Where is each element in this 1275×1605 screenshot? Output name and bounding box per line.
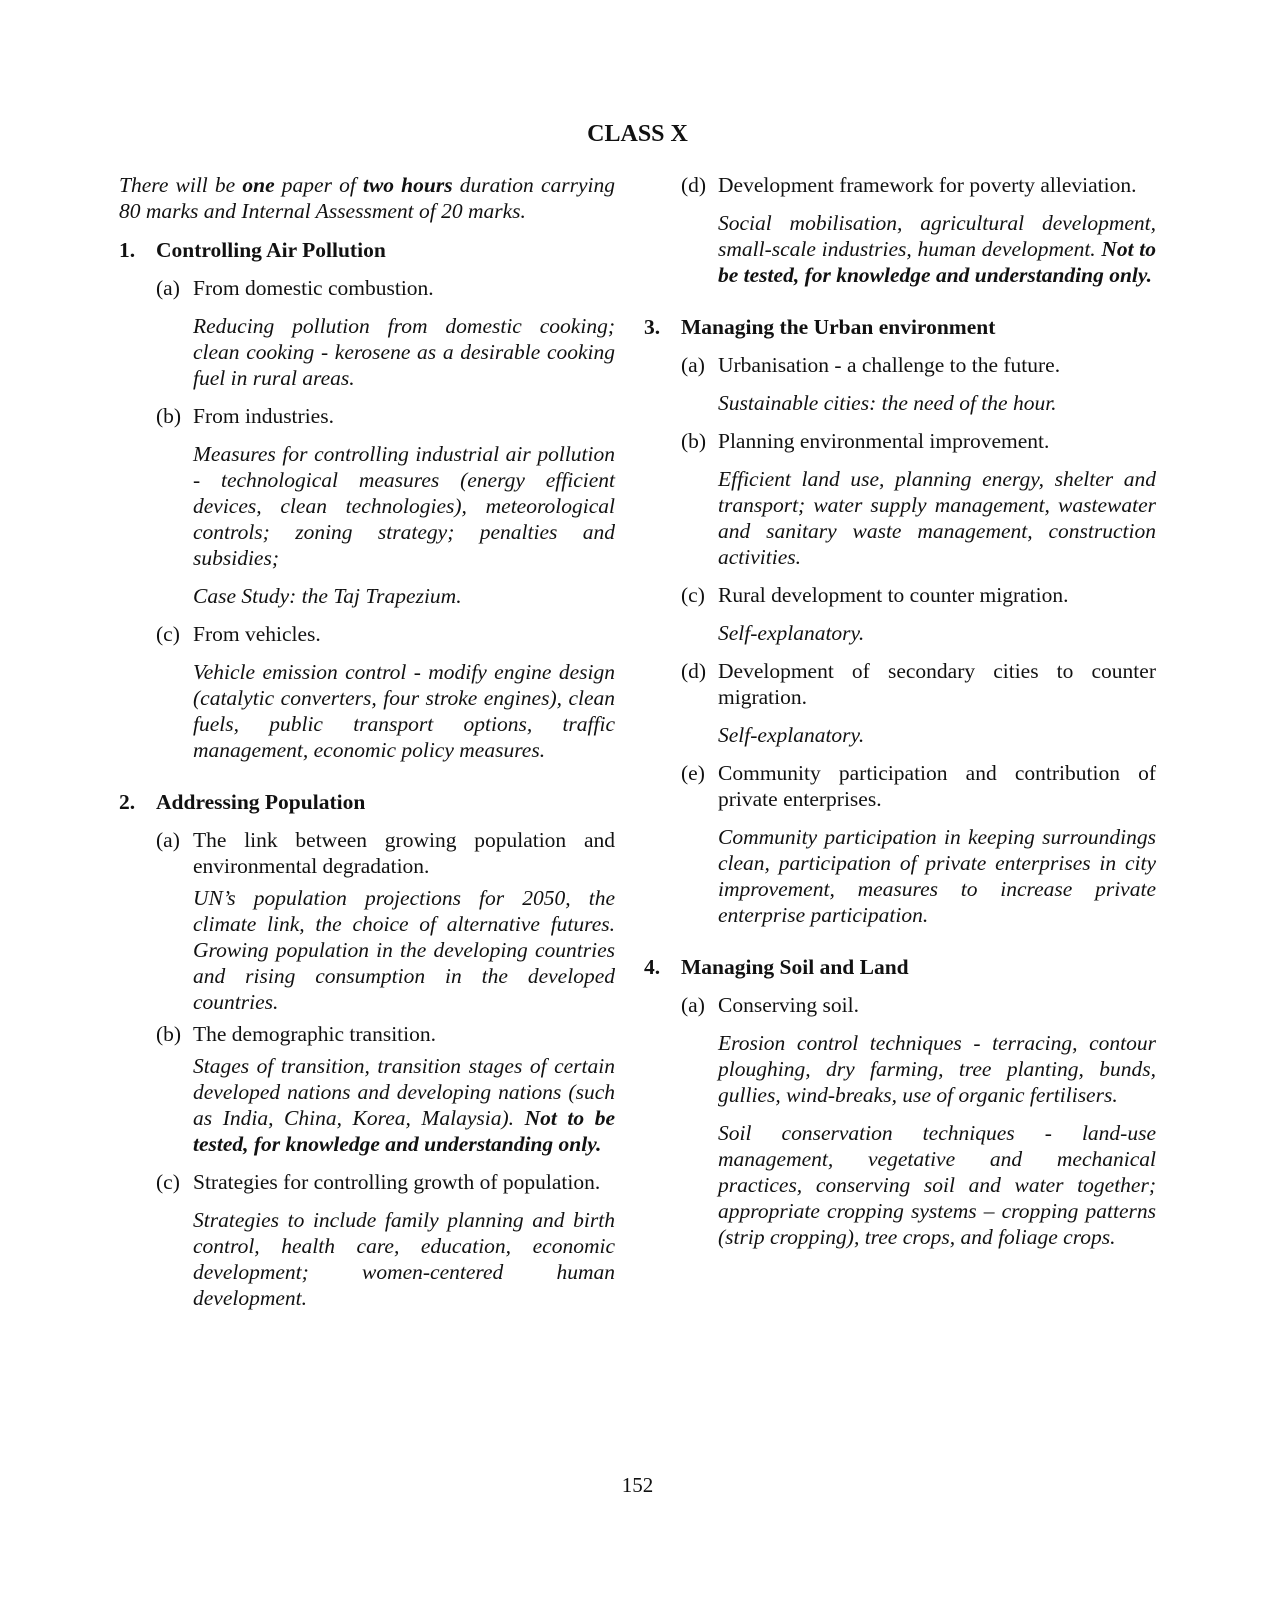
not-tested-note: Not to be tested, for knowledge and understanding only. (193, 1106, 615, 1156)
item-detail: Social mobilisation, agricultural development, small-scale industries, human development. Not to be tested, for knowledge and understanding only. (718, 211, 1156, 287)
topic-item (119, 1021, 615, 1047)
item-detail: Self-explanatory. (718, 723, 865, 747)
item-label: (a) (681, 353, 705, 377)
item-text: Community participation and contribution of private enterprises. (718, 761, 1156, 811)
topic-item (658, 352, 1156, 378)
item-detail: Reducing pollution from domestic cooking; clean cooking - kerosene as a desirable cooking fuel in rural areas. (193, 314, 615, 390)
section-title: Managing Soil and Land (681, 955, 909, 979)
item-label: (e) (681, 761, 705, 785)
section-number: 4. (644, 955, 661, 979)
item-label: (b) (681, 429, 707, 453)
item-detail: Strategies to include family planning and birth control, health care, education, economic development; women-centered human development. (193, 1208, 615, 1310)
topic-item (658, 760, 1156, 812)
item-detail: Soil conservation techniques - land-use management, vegetative and mechanical practices, conserving soil and water together; appropriate cropping systems – cropping patterns (strip cropping), tree crops, and foliage crops. (718, 1121, 1156, 1249)
topic-item (119, 275, 615, 301)
topic-item (658, 992, 1156, 1018)
topic-item (119, 621, 615, 647)
item-text: Development of secondary cities to counter migration. (718, 659, 1156, 709)
item-text: From domestic combustion. (193, 276, 434, 300)
section-title: Managing the Urban environment (681, 315, 996, 339)
item-detail: Erosion control techniques - terracing, contour ploughing, dry farming, tree planting, bunds, gullies, wind-breaks, use of organic fertilisers. (718, 1031, 1156, 1107)
item-text: From industries. (193, 404, 334, 428)
item-text: The demographic transition. (193, 1022, 436, 1046)
item-label: (c) (156, 1170, 180, 1194)
item-detail: Self-explanatory. (718, 621, 865, 645)
item-detail: Efficient land use, planning energy, shelter and transport; water supply management, wastewater and sanitary waste management, construction activities. (718, 467, 1156, 569)
item-detail: Sustainable cities: the need of the hour. (718, 391, 1057, 415)
section-heading (119, 789, 615, 815)
item-label: (d) (681, 173, 707, 197)
item-detail: Case Study: the Taj Trapezium. (193, 584, 462, 608)
item-label: (b) (156, 404, 182, 428)
item-text: Development framework for poverty alleviation. (718, 173, 1137, 197)
page-number: 152 (621, 1473, 654, 1497)
section-heading (644, 954, 1156, 980)
topic-item (119, 1169, 615, 1195)
not-tested-note: Not to be tested, for knowledge and understanding only. (718, 237, 1156, 287)
topic-item (658, 172, 1156, 198)
right-column (644, 172, 1156, 1262)
item-label: (d) (681, 659, 707, 683)
item-label: (a) (681, 993, 705, 1017)
item-text: Planning environmental improvement. (718, 429, 1050, 453)
topic-item (658, 658, 1156, 710)
item-label: (a) (156, 828, 180, 852)
item-text: The link between growing population and environmental degradation. (193, 828, 615, 878)
section-number: 1. (119, 238, 136, 262)
item-text: From vehicles. (193, 622, 321, 646)
item-label: (c) (156, 622, 180, 646)
section-title: Controlling Air Pollution (156, 238, 386, 262)
section-number: 3. (644, 315, 661, 339)
item-label: (a) (156, 276, 180, 300)
item-text: Strategies for controlling growth of population. (193, 1170, 601, 1194)
topic-item (658, 582, 1156, 608)
item-detail: Community participation in keeping surroundings clean, participation of private enterprises in city improvement, measures to increase private enterprise participation. (718, 825, 1156, 927)
item-text: Conserving soil. (718, 993, 859, 1017)
topic-item (658, 428, 1156, 454)
section-heading (119, 237, 615, 263)
item-detail: Measures for controlling industrial air pollution - technological measures (energy efficient devices, clean technologies), meteorological controls; zoning strategy; penalties and subsidies; (193, 442, 615, 570)
item-detail: Stages of transition, transition stages of certain developed nations and developing nations (such as India, China, Korea, Malaysia). Not to be tested, for knowledge and understanding only. (193, 1054, 615, 1156)
page-title: CLASS X (587, 121, 688, 147)
section-heading (644, 314, 1156, 340)
item-detail: UN’s population projections for 2050, the climate link, the choice of alternative futures. Growing population in the developing countries and rising consumption in the developed countries. (193, 886, 615, 1014)
item-label: (b) (156, 1022, 182, 1046)
section-number: 2. (119, 790, 136, 814)
item-text: Rural development to counter migration. (718, 583, 1069, 607)
left-column (119, 172, 615, 1323)
topic-item (119, 403, 615, 429)
section-title: Addressing Population (156, 790, 366, 814)
intro-paragraph: There will be one paper of two hours duration carrying 80 marks and Internal Assessment of 20 marks. (119, 173, 616, 223)
item-label: (c) (681, 583, 705, 607)
item-text: Urbanisation - a challenge to the future. (718, 353, 1061, 377)
topic-item (119, 827, 615, 879)
item-detail: Vehicle emission control - modify engine design (catalytic converters, four stroke engines), clean fuels, public transport options, traffic management, economic policy measures. (193, 660, 615, 762)
